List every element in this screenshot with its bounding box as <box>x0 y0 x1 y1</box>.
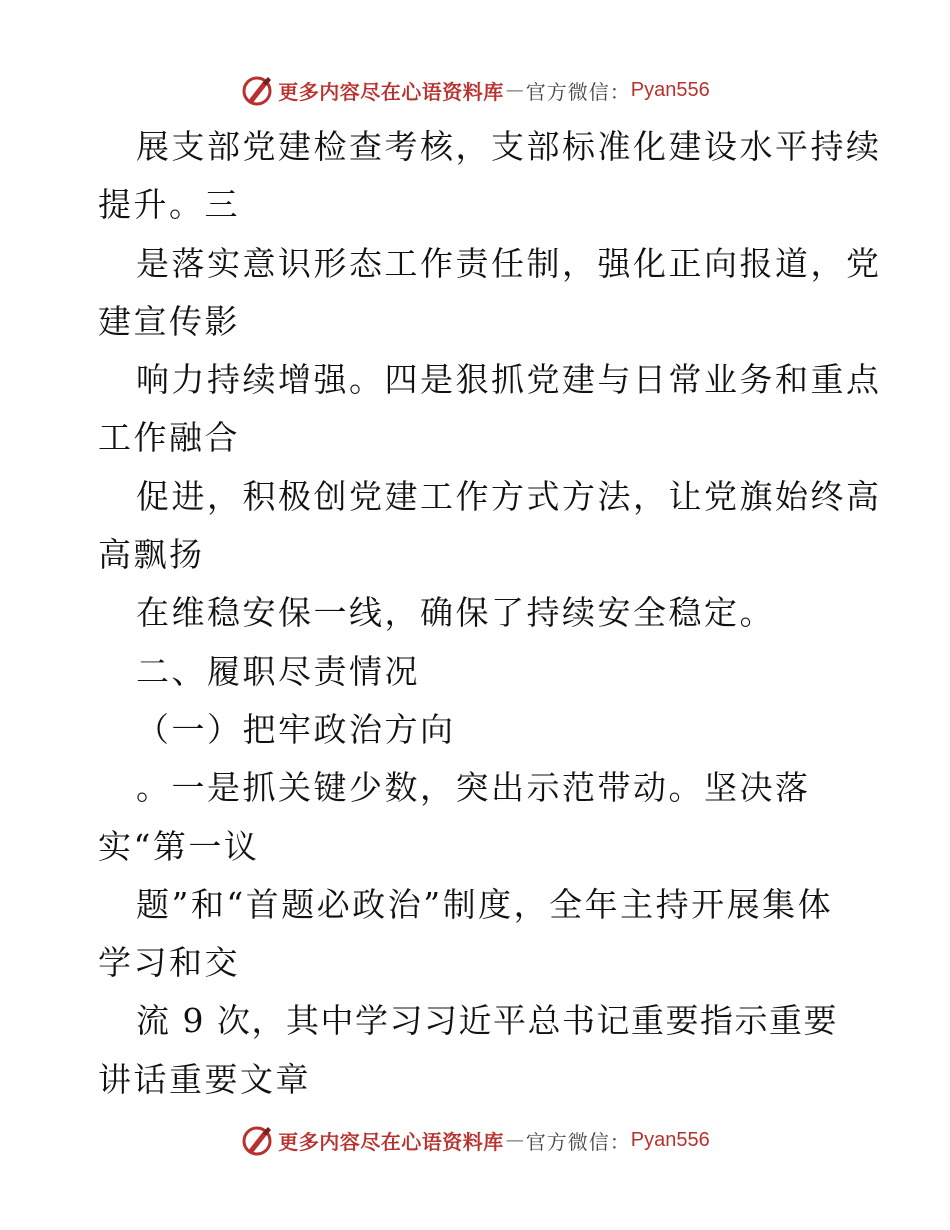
text-line: 讲话重要文章 <box>98 1059 311 1099</box>
section-heading: 二、履职尽责情况 <box>136 651 420 691</box>
subsection-heading: （一）把牢政治方向 <box>136 709 456 749</box>
text-line: 是落实意识形态工作责任制，强化正向报道，党 <box>136 243 882 283</box>
banner-separator: — <box>505 1129 524 1151</box>
pen-circle-logo-icon <box>240 73 274 107</box>
banner-content <box>240 1123 709 1157</box>
banner-wechat-id: Pyan556 <box>630 78 710 101</box>
text-line: 建宣传影 <box>98 301 240 341</box>
banner-wechat-label: 官方微信： <box>525 1129 631 1154</box>
text-line: 提升。三 <box>98 185 240 225</box>
banner-main-text: 更多内容尽在心语资料库 <box>278 1129 504 1154</box>
text-line: 流 9 次，其中学习习近平总书记重要指示重要 <box>136 1001 838 1041</box>
text-line: 。一是抓关键少数，突出示范带动。坚决落 <box>136 768 811 808</box>
text-line: 工作融合 <box>98 418 240 458</box>
text-line: 展支部党建检查考核，支部标准化建设水平持续 <box>136 127 882 166</box>
banner-wechat-id: Pyan556 <box>630 1128 710 1151</box>
banner-content <box>240 73 709 107</box>
footer-banner <box>0 1120 950 1160</box>
header-banner <box>0 70 950 110</box>
text-line: 高飘扬 <box>98 535 205 575</box>
document-body <box>98 118 882 1109</box>
text-line: 促进，积极创党建工作方式方法，让党旗始终高 <box>136 476 882 516</box>
text-line: 实“第一议 <box>98 826 260 866</box>
banner-separator: — <box>505 79 524 101</box>
text-line: 响力持续增强。四是狠抓党建与日常业务和重点 <box>136 360 882 400</box>
text-line: 学习和交 <box>98 943 240 983</box>
banner-wechat-label: 官方微信： <box>525 79 631 104</box>
pen-circle-logo-icon <box>240 1123 274 1157</box>
banner-main-text: 更多内容尽在心语资料库 <box>278 79 504 104</box>
text-line: 题”和“首题必政治”制度，全年主持开展集体 <box>136 884 834 924</box>
text-line: 在维稳安保一线，确保了持续安全稳定。 <box>136 593 775 633</box>
